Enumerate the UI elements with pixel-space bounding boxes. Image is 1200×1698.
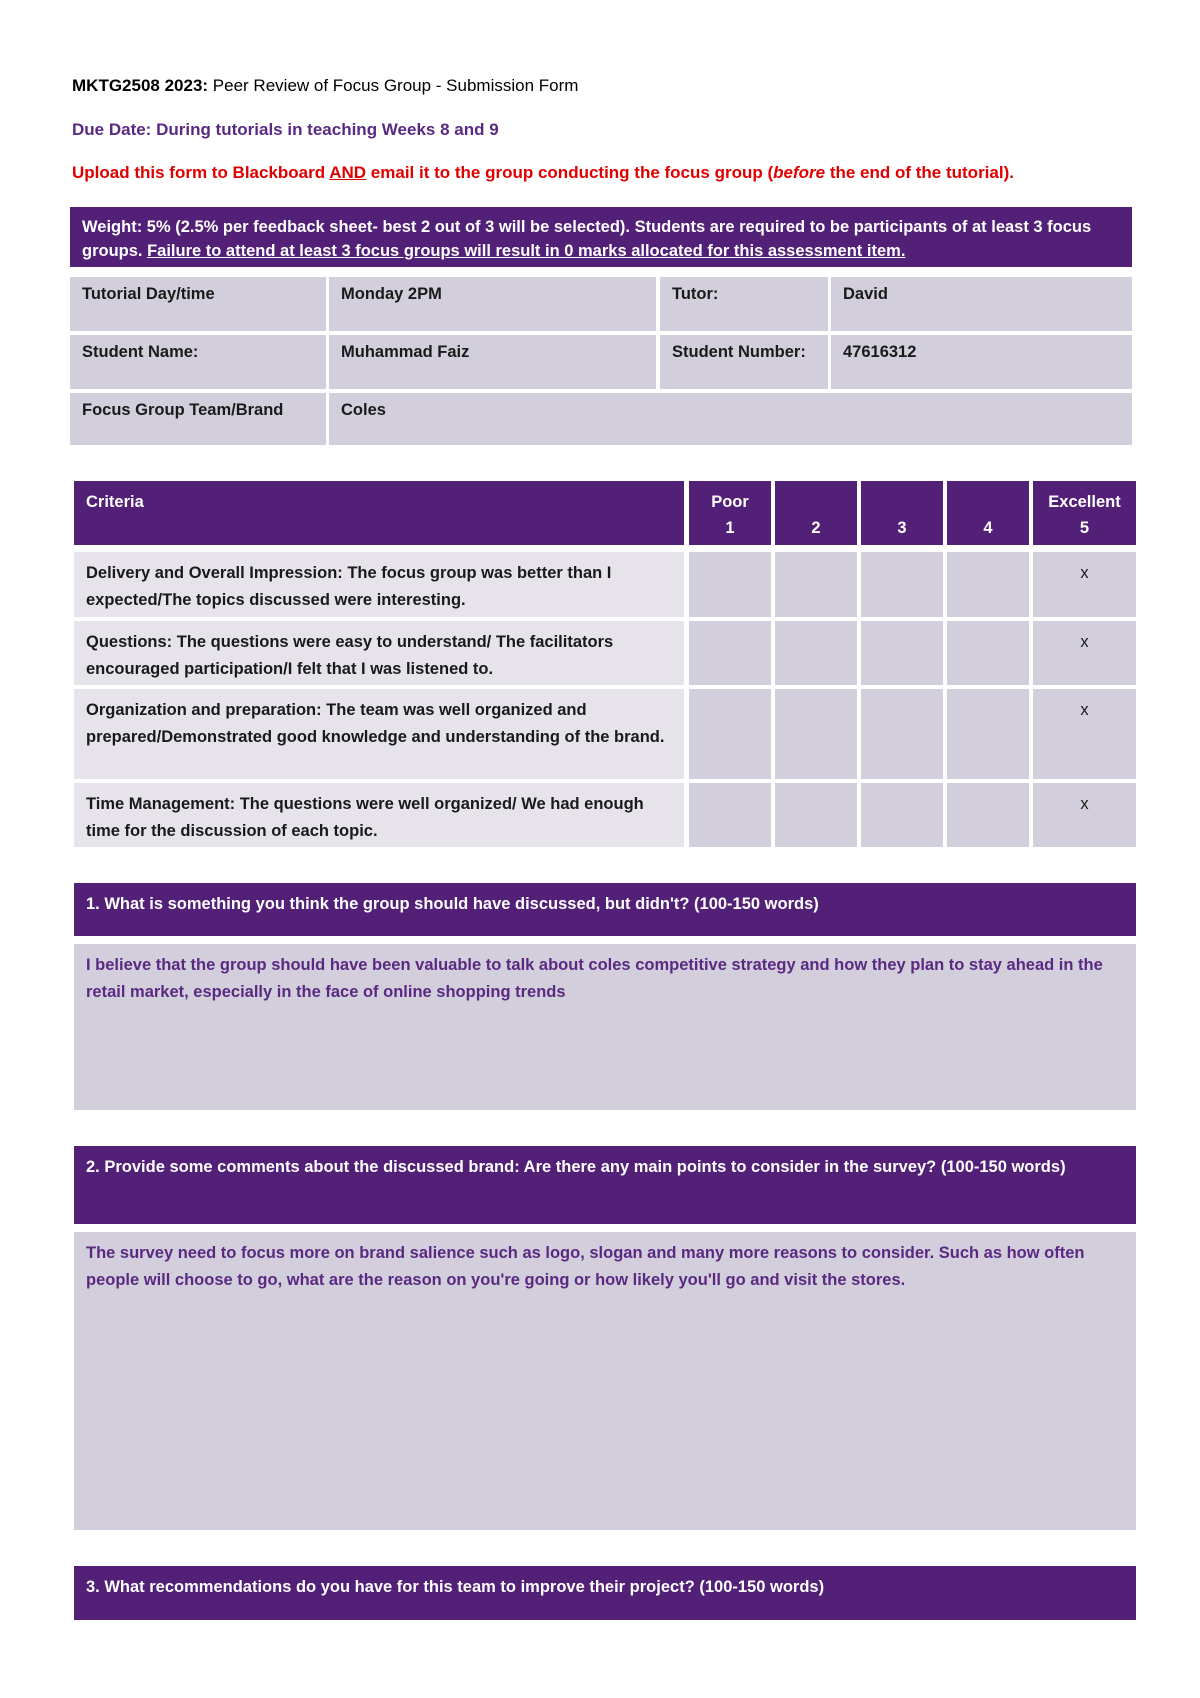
score-cell[interactable] xyxy=(775,783,857,847)
question-1-answer[interactable]: I believe that the group should have been valuable to talk about coles competitive strategy and how they plan to stay ahead in the retail market, especially in the face of online shopping trends xyxy=(74,944,1136,1110)
score-cell[interactable] xyxy=(861,783,943,847)
score-cell[interactable] xyxy=(861,621,943,685)
student-number-label: Student Number: xyxy=(660,335,828,389)
score-cell[interactable] xyxy=(947,689,1029,779)
weight-notice: Weight: 5% (2.5% per feedback sheet- best 2 out of 3 will be selected). Students are required to be participants of at least 3 focus groups. Failure to attend at least 3 focus groups will result in 0 marks allocated for this assessment item. xyxy=(70,207,1132,267)
score-cell[interactable] xyxy=(861,689,943,779)
criteria-row-delivery: Delivery and Overall Impression: The focus group was better than I expected/The topics discussed were interesting. xyxy=(74,552,684,617)
score-cell[interactable] xyxy=(947,621,1029,685)
tutor-value[interactable]: David xyxy=(831,277,1132,331)
scale-header-4: 4 xyxy=(947,481,1029,545)
criteria-row-time: Time Management: The questions were well organized/ We had enough time for the discussion of each topic. xyxy=(74,783,684,847)
score-cell[interactable] xyxy=(775,689,857,779)
score-cell[interactable] xyxy=(689,621,771,685)
score-mark[interactable]: x xyxy=(1033,783,1136,847)
score-cell[interactable] xyxy=(689,689,771,779)
scale-header-2: 2 xyxy=(775,481,857,545)
student-number-value[interactable]: 47616312 xyxy=(831,335,1132,389)
upload-instructions: Upload this form to Blackboard AND email it to the group conducting the focus group (before the end of the tutorial). xyxy=(72,163,1014,182)
scale-header-5: Excellent 5 xyxy=(1033,481,1136,545)
course-code: MKTG2508 2023: xyxy=(72,76,209,95)
weight-warning: Failure to attend at least 3 focus groups will result in 0 marks allocated for this assessment item. xyxy=(147,242,906,260)
tutor-label: Tutor: xyxy=(660,277,828,331)
score-cell[interactable] xyxy=(689,552,771,617)
score-cell[interactable] xyxy=(689,783,771,847)
question-1-heading: 1. What is something you think the group should have discussed, but didn't? (100-150 words) xyxy=(74,883,1136,936)
score-mark[interactable]: x xyxy=(1033,689,1136,779)
form-title xyxy=(72,76,578,96)
student-name-label: Student Name: xyxy=(70,335,326,389)
criteria-row-organization: Organization and preparation: The team was well organized and prepared/Demonstrated good knowledge and understanding of the brand. xyxy=(74,689,684,779)
question-2-heading: 2. Provide some comments about the discussed brand: Are there any main points to consider in the survey? (100-150 words) xyxy=(74,1146,1136,1224)
scale-header-3: 3 xyxy=(861,481,943,545)
upload-and: AND xyxy=(329,163,367,182)
question-2-answer[interactable]: The survey need to focus more on brand salience such as logo, slogan and many more reasons to consider. Such as how often people will choose to go, what are the reason on you're going or how likely you'll go and visit the stores. xyxy=(74,1232,1136,1530)
scale-header-1: Poor 1 xyxy=(689,481,771,545)
upload-before: before xyxy=(773,163,826,182)
team-label: Focus Group Team/Brand xyxy=(70,393,326,445)
score-cell[interactable] xyxy=(775,552,857,617)
tutorial-label: Tutorial Day/time xyxy=(70,277,326,331)
score-cell[interactable] xyxy=(775,621,857,685)
score-cell[interactable] xyxy=(861,552,943,617)
form-title-text: Peer Review of Focus Group - Submission Form xyxy=(208,76,579,95)
due-date: Due Date: During tutorials in teaching Weeks 8 and 9 xyxy=(72,120,499,139)
tutorial-value[interactable]: Monday 2PM xyxy=(329,277,656,331)
criteria-row-questions: Questions: The questions were easy to understand/ The facilitators encouraged participation/I felt that I was listened to. xyxy=(74,621,684,685)
criteria-header: Criteria xyxy=(74,481,684,545)
score-mark[interactable]: x xyxy=(1033,552,1136,617)
score-cell[interactable] xyxy=(947,552,1029,617)
score-mark[interactable]: x xyxy=(1033,621,1136,685)
score-cell[interactable] xyxy=(947,783,1029,847)
question-3-heading: 3. What recommendations do you have for this team to improve their project? (100-150 words) xyxy=(74,1566,1136,1620)
team-value[interactable]: Coles xyxy=(329,393,1132,445)
student-name-value[interactable]: Muhammad Faiz xyxy=(329,335,656,389)
